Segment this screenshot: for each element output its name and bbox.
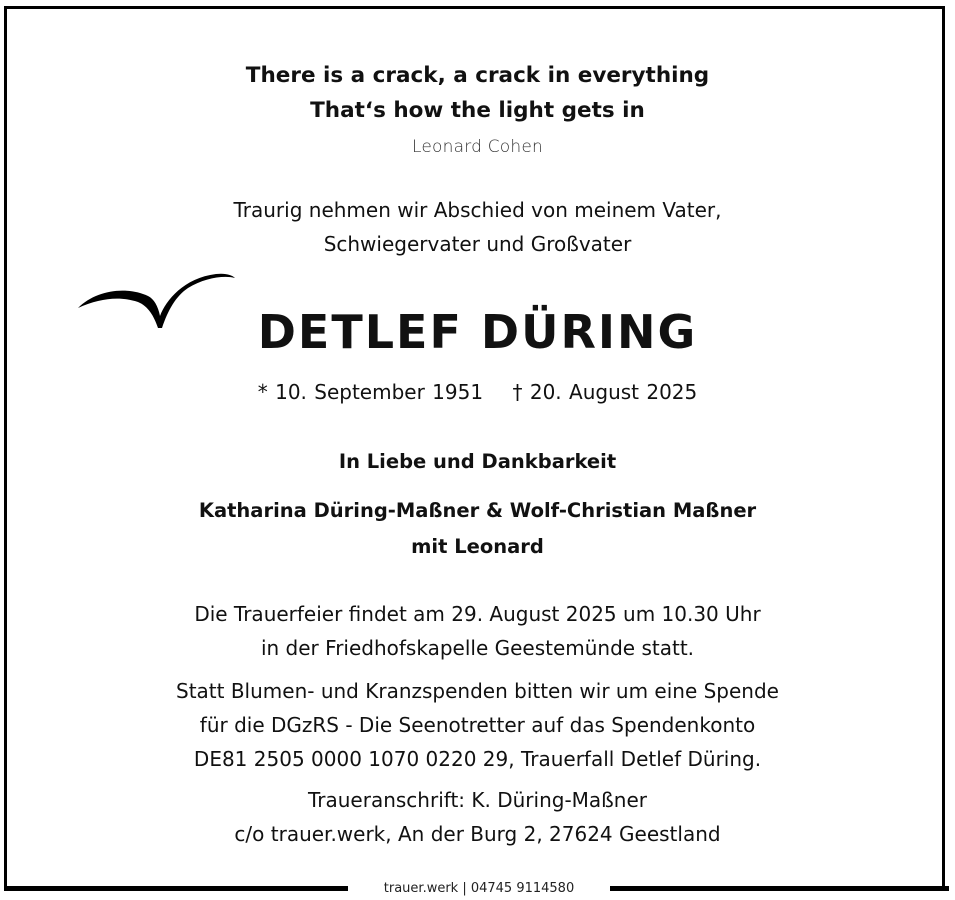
donation-line-2: für die DGzRS - Die Seenotretter auf das Spendenkonto [199, 713, 756, 737]
intro-line-1: Traurig nehmen wir Abschied von meinem Vater, [233, 198, 722, 222]
donation-line-1: Statt Blumen- und Kranzspenden bitten wir um eine Spende [176, 679, 779, 703]
address-line-2: c/o trauer.werk, An der Burg 2, 27624 Geestland [234, 822, 721, 846]
intro-line-2: Schwiegervater und Großvater [323, 232, 632, 256]
deceased-dates: * 10. September 1951 † 20. August 2025 [257, 380, 698, 404]
service-line-1: Die Trauerfeier findet am 29. August 2025 um 10.30 Uhr [194, 602, 761, 626]
address-line-1: Traueranschrift: K. Düring-Maßner [308, 788, 647, 812]
bottom-rule-left [4, 886, 348, 891]
mourners-line-2: mit Leonard [411, 535, 544, 558]
bottom-rule-right [610, 886, 949, 891]
quote-line-1: There is a crack, a crack in everything [245, 63, 710, 88]
mourners-heading: In Liebe und Dankbarkeit [338, 450, 617, 473]
footer-contact: trauer.werk | 04745 9114580 [348, 880, 610, 898]
service-line-2: in der Friedhofskapelle Geestemünde statt. [260, 636, 695, 660]
deceased-name: DETLEF DÜRING [257, 305, 698, 359]
mourners-line-1: Katharina Düring-Maßner & Wolf-Christian Maßner [198, 499, 757, 522]
donation-line-3: DE81 2505 0000 1070 0220 29, Trauerfall Detlef Düring. [193, 747, 762, 771]
quote-author: Leonard Cohen [412, 137, 543, 157]
quote-line-2: That‘s how the light gets in [310, 98, 645, 123]
